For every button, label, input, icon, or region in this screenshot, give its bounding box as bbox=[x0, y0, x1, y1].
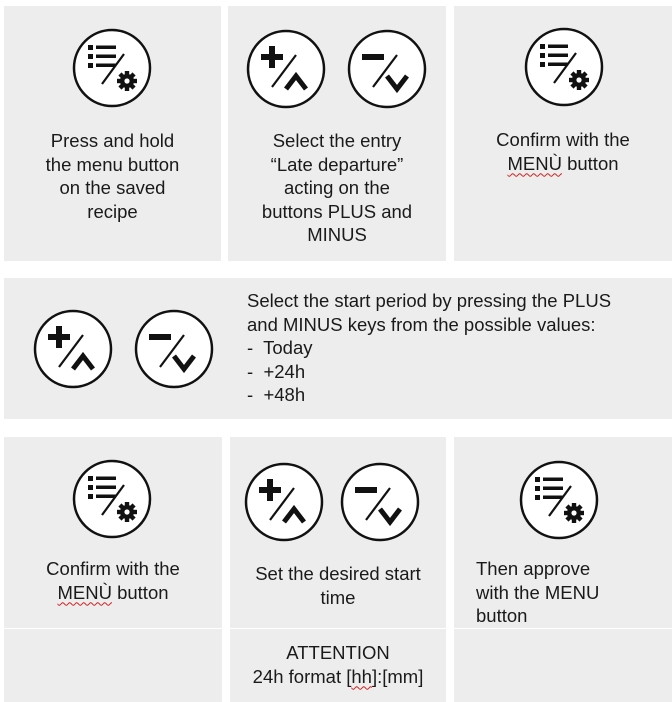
step-3-line: Confirm with the bbox=[496, 129, 630, 150]
menu-word: MENÙ bbox=[57, 581, 112, 603]
row-divider bbox=[4, 628, 672, 629]
step-6-line: time bbox=[320, 586, 356, 608]
attention-note bbox=[230, 641, 446, 688]
time-format: 24h format [hh]:[mm] bbox=[252, 665, 424, 687]
step-3-text bbox=[454, 128, 672, 175]
step-6-text bbox=[230, 562, 446, 609]
step-2-line: Select the entry bbox=[272, 130, 402, 151]
minus-down-icon bbox=[347, 29, 427, 109]
step-5-line: Confirm with the bbox=[46, 558, 180, 579]
step-4-intro: and MINUS keys from the possible values: bbox=[247, 313, 596, 335]
step-6-line: Set the desired start bbox=[255, 563, 421, 584]
step-2-line: “Late departure” bbox=[270, 153, 404, 175]
step-7-line: Then approve bbox=[476, 558, 591, 579]
step-5-line bbox=[4, 581, 222, 605]
minus-down-icon bbox=[340, 462, 420, 542]
menu-word: MENÙ bbox=[507, 152, 562, 174]
step-2-line: acting on the bbox=[284, 177, 390, 198]
step-1-line: on the saved bbox=[59, 177, 166, 198]
menu-settings-icon bbox=[519, 460, 599, 540]
plus-up-icon bbox=[244, 462, 324, 542]
step-2-text bbox=[228, 129, 446, 247]
step-7-line: with the MENU bbox=[476, 581, 600, 603]
step-2-line: MINUS bbox=[307, 224, 367, 245]
option-item: - +48h bbox=[247, 384, 306, 405]
step-3-line bbox=[454, 152, 672, 176]
attention-title: ATTENTION bbox=[286, 642, 390, 663]
menu-settings-icon bbox=[72, 459, 152, 539]
step-7-text bbox=[476, 557, 666, 628]
step-1-text bbox=[4, 129, 221, 223]
step-1-line: Press and hold bbox=[50, 130, 175, 151]
minus-down-icon bbox=[134, 309, 214, 389]
step-7-line: button bbox=[476, 605, 528, 626]
step-4-text bbox=[247, 289, 667, 407]
step-1-line: recipe bbox=[87, 200, 138, 222]
menu-settings-icon bbox=[72, 28, 152, 108]
option-item: - Today bbox=[247, 337, 313, 358]
plus-up-icon bbox=[33, 309, 113, 389]
button-word: button bbox=[111, 581, 169, 603]
hh-word: hh bbox=[351, 665, 372, 687]
step-5-text bbox=[4, 557, 222, 604]
button-word: button bbox=[561, 152, 619, 174]
step-4-intro: Select the start period by pressing the PLUS bbox=[247, 290, 612, 311]
menu-settings-icon bbox=[524, 27, 604, 107]
plus-up-icon bbox=[246, 29, 326, 109]
option-item: - +24h bbox=[247, 360, 306, 382]
step-2-line: buttons PLUS and bbox=[261, 200, 413, 222]
step-1-line: the menu button bbox=[45, 153, 180, 175]
